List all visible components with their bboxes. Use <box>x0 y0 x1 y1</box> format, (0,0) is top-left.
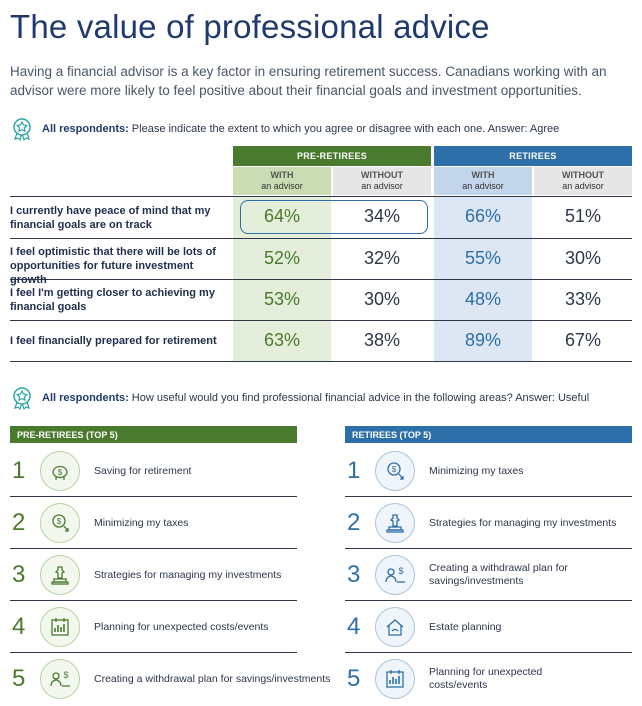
pct-pre-without: 38% <box>363 330 401 350</box>
list-item <box>10 445 191 497</box>
list-item-label: Minimizing my taxes <box>429 464 524 477</box>
calendar-chart-icon <box>40 607 80 647</box>
svg-text:$: $ <box>391 465 397 474</box>
list-item <box>10 549 281 601</box>
list-item-label: Strategies for managing my investments <box>94 568 282 581</box>
retirees-list-heading: RETIREES (TOP 5) <box>345 426 632 443</box>
svg-text:$: $ <box>398 566 404 576</box>
pre-retirees-list-heading: PRE-RETIREES (TOP 5) <box>10 426 297 443</box>
list-item-label: Planning for unexpected costs/events <box>429 666 543 691</box>
list-item-label: Planning for unexpected costs/events <box>94 620 269 633</box>
question-1-prefix: All respondents: <box>42 123 129 135</box>
table-divider <box>10 361 632 362</box>
group-header-pre-retirees: PRE-RETIREES <box>233 146 431 166</box>
list-item <box>345 497 616 549</box>
calendar-chart-icon <box>375 659 415 699</box>
withdrawal-icon <box>375 555 415 595</box>
intro-text: Having a financial advisor is a key factor in ensuring retirement success. Canadians working with an advisor were more likely to feel positive about their financial goals and investment opportunities. <box>10 64 607 98</box>
chess-piece-icon <box>40 555 80 595</box>
rank-number: 2 <box>347 509 361 536</box>
svg-text:$: $ <box>63 670 69 680</box>
col-header-pre-with <box>233 167 331 195</box>
rank-number: 4 <box>12 613 26 640</box>
col-header-sub: an advisor <box>462 181 504 191</box>
dollar-arrow-icon <box>375 451 415 491</box>
question-1 <box>10 117 559 141</box>
pct-ret-without: 51% <box>564 206 602 226</box>
list-item <box>10 653 330 705</box>
col-header-word: WITHOUT <box>361 170 403 180</box>
pct-ret-without: 30% <box>564 248 602 268</box>
svg-text:$: $ <box>57 468 63 477</box>
pct-ret-without: 67% <box>564 330 602 350</box>
list-item-label: Strategies for managing my investments <box>429 516 617 529</box>
col-header-sub: an advisor <box>361 181 403 191</box>
list-item-label: Minimizing my taxes <box>94 516 189 529</box>
table-row-label: I currently have peace of mind that my financial goals are on track <box>10 205 211 231</box>
col-header-ret-without <box>534 167 632 195</box>
col-header-word: WITHOUT <box>562 170 604 180</box>
col-header-sub: an advisor <box>562 181 604 191</box>
pct-ret-with: 55% <box>464 248 502 268</box>
rank-number: 4 <box>347 613 361 640</box>
pct-pre-with: 53% <box>263 289 301 309</box>
table-row-label: I feel I'm getting closer to achieving my financial goals <box>10 287 215 313</box>
col-header-word: WITH <box>270 170 294 180</box>
pct-ret-with: 89% <box>464 330 502 350</box>
list-item-label: Estate planning <box>429 620 502 633</box>
pct-ret-without: 33% <box>564 289 602 309</box>
table-divider <box>10 238 632 239</box>
rank-number: 3 <box>12 561 26 588</box>
award-badge-icon <box>10 386 34 410</box>
col-header-word: WITH <box>471 170 495 180</box>
pct-ret-with: 66% <box>464 206 502 226</box>
rank-number: 2 <box>12 509 26 536</box>
dollar-arrow-icon <box>40 503 80 543</box>
list-item <box>345 549 629 601</box>
list-item <box>10 601 269 653</box>
page-title: The value of professional advice <box>10 8 490 45</box>
pct-pre-with: 52% <box>263 248 301 268</box>
award-badge-icon <box>10 117 34 141</box>
rank-number: 5 <box>347 665 361 692</box>
pct-pre-without: 32% <box>363 248 401 268</box>
estate-house-icon <box>375 607 415 647</box>
table-divider <box>10 196 632 197</box>
pct-ret-with: 48% <box>464 289 502 309</box>
rank-number: 5 <box>12 665 26 692</box>
table-divider <box>10 320 632 321</box>
list-item <box>345 445 524 497</box>
svg-text:$: $ <box>56 517 62 526</box>
question-2 <box>10 386 589 410</box>
rank-number: 1 <box>12 457 26 484</box>
pct-pre-with: 64% <box>263 206 301 226</box>
list-item-label: Creating a withdrawal plan for savings/investments <box>94 672 331 685</box>
col-header-sub: an advisor <box>261 181 303 191</box>
pct-pre-without: 30% <box>363 289 401 309</box>
list-item <box>345 601 501 653</box>
question-2-text: How useful would you find professional financial advice in the following areas? Answer: Useful <box>131 392 590 404</box>
pct-pre-without: 34% <box>363 206 401 226</box>
list-item-label: Saving for retirement <box>94 464 192 477</box>
group-header-retirees: RETIREES <box>434 146 632 166</box>
chess-piece-icon <box>375 503 415 543</box>
pct-pre-with: 63% <box>263 330 301 350</box>
list-item-label: Creating a withdrawal plan for savings/investments <box>429 562 568 587</box>
col-header-pre-without <box>333 167 431 195</box>
col-header-ret-with <box>434 167 532 195</box>
table-row-label: I feel optimistic that there will be lots of opportunities for future investment growth <box>10 246 216 286</box>
list-item <box>345 653 589 705</box>
piggy-bank-icon <box>40 451 80 491</box>
withdrawal-icon <box>40 659 80 699</box>
table-row-label: I feel financially prepared for retirement <box>10 335 217 347</box>
rank-number: 3 <box>347 561 361 588</box>
rank-number: 1 <box>347 457 361 484</box>
question-1-text: Please indicate the extent to which you agree or disagree with each one. Answer: Agree <box>131 123 560 135</box>
list-item <box>10 497 189 549</box>
question-2-prefix: All respondents: <box>42 392 129 404</box>
